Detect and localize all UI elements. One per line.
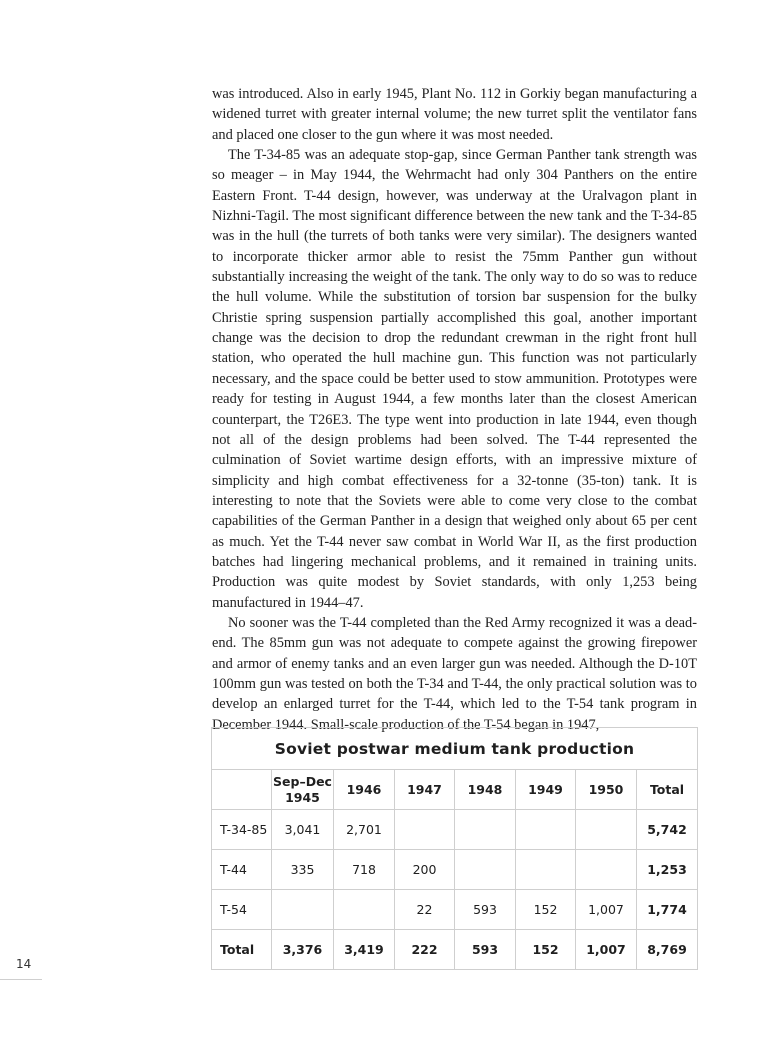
table-cell: 152 <box>516 890 576 930</box>
paragraph: was introduced. Also in early 1945, Plant No. 112 in Gorkiy began manufacturing a widened turret with greater internal volume; the new turret split the ventilator fans and placed one closer to the gun where it was most needed. <box>212 86 697 143</box>
row-label: T-34-85 <box>212 810 272 850</box>
header-cell: Sep–Dec 1945 <box>272 770 334 810</box>
table-cell <box>334 890 395 930</box>
header-cell: 1946 <box>334 770 395 810</box>
table-cell: 200 <box>395 850 455 890</box>
header-cell: 1947 <box>395 770 455 810</box>
production-table <box>211 727 698 970</box>
header-cell <box>212 770 272 810</box>
table-total-row <box>212 930 698 970</box>
row-label: T-54 <box>212 890 272 930</box>
table-header-row <box>212 770 698 810</box>
table-row <box>212 810 698 850</box>
table-cell <box>272 890 334 930</box>
table-cell: 335 <box>272 850 334 890</box>
table-cell <box>576 850 637 890</box>
table-cell: 3,376 <box>272 930 334 970</box>
table-cell: 2,701 <box>334 810 395 850</box>
table-cell <box>455 810 516 850</box>
table-row <box>212 890 698 930</box>
table-cell: 593 <box>455 890 516 930</box>
table-cell: 1,007 <box>576 930 637 970</box>
table-cell: 22 <box>395 890 455 930</box>
page-number-rule <box>0 979 42 980</box>
paragraph: No sooner was the T-44 completed than the Red Army recognized it was a dead-end. The 85mm gun was not adequate to compete against the growing firepower and armor of enemy tanks and an even larger gun was needed. Although the D-10T 100mm gun was tested on both the T-34 and T-44, the only practical solution was to develop an enlarged turret for the T-44, which led to the T-54 tank program in December 1944. Small-scale production of the T-54 began in 1947, <box>212 614 697 733</box>
row-label: Total <box>212 930 272 970</box>
row-total-cell: 1,774 <box>637 890 698 930</box>
production-table-container <box>211 727 697 970</box>
table-cell <box>455 850 516 890</box>
paragraph: The T-34-85 was an adequate stop-gap, since German Panther tank strength was so meager – in May 1944, the Wehrmacht had only 304 Panthers on the entire Eastern Front. T-44 design, however, was underway at the Uralvagon plant in Nizhni-Tagil. The most significant difference between the new tank and the T-34-85 was in the hull (the turrets of both tanks were very similar). The designers wanted to incorporate thicker armor able to resist the 75mm Panther gun without substantially increasing the weight of the tank. The only way to do so was to reduce the hull volume. While the substitution of torsion bar suspension for the bulky Christie spring suspension partially accomplished this goal, another important change was the decision to drop the redundant crewman in the right front hull station, who operated the hull machine gun. This function was not particularly necessary, and the space could be better used to stow ammunition. Prototypes were ready for testing in August 1944, a few months later than the closest American counterpart, the T26E3. The type went into production in late 1944, even though not all of the design problems had been solved. The T-44 represented the culmination of Soviet wartime design efforts, with an impressive mixture of simplicity and high combat effectiveness for a 32-tonne (35-ton) tank. It is interesting to note that the Soviets were able to come very close to the combat capabilities of the German Panther in a design that weighed only about 65 per cent as much. Yet the T-44 never saw combat in World War II, as the first production batches had lingering mechanical problems, and it remained in training units. Production was quite modest by Soviet standards, with only 1,253 being manufactured in 1944–47. <box>212 147 697 611</box>
header-cell: Total <box>637 770 698 810</box>
table-cell <box>516 850 576 890</box>
row-label: T-44 <box>212 850 272 890</box>
table-cell: 3,419 <box>334 930 395 970</box>
row-total-cell: 1,253 <box>637 850 698 890</box>
header-cell: 1949 <box>516 770 576 810</box>
table-cell: 718 <box>334 850 395 890</box>
header-cell: 1950 <box>576 770 637 810</box>
table-cell: 3,041 <box>272 810 334 850</box>
table-cell <box>516 810 576 850</box>
table-title: Soviet postwar medium tank production <box>212 728 698 770</box>
header-cell: 1948 <box>455 770 516 810</box>
table-cell <box>576 810 637 850</box>
table-caption-row <box>212 728 698 770</box>
body-text <box>212 84 697 735</box>
table-cell: 1,007 <box>576 890 637 930</box>
page-number: 14 <box>16 957 32 971</box>
table-cell: 222 <box>395 930 455 970</box>
table-cell <box>395 810 455 850</box>
table-cell: 593 <box>455 930 516 970</box>
table-row <box>212 850 698 890</box>
table-cell: 152 <box>516 930 576 970</box>
row-total-cell: 5,742 <box>637 810 698 850</box>
grand-total-cell: 8,769 <box>637 930 698 970</box>
